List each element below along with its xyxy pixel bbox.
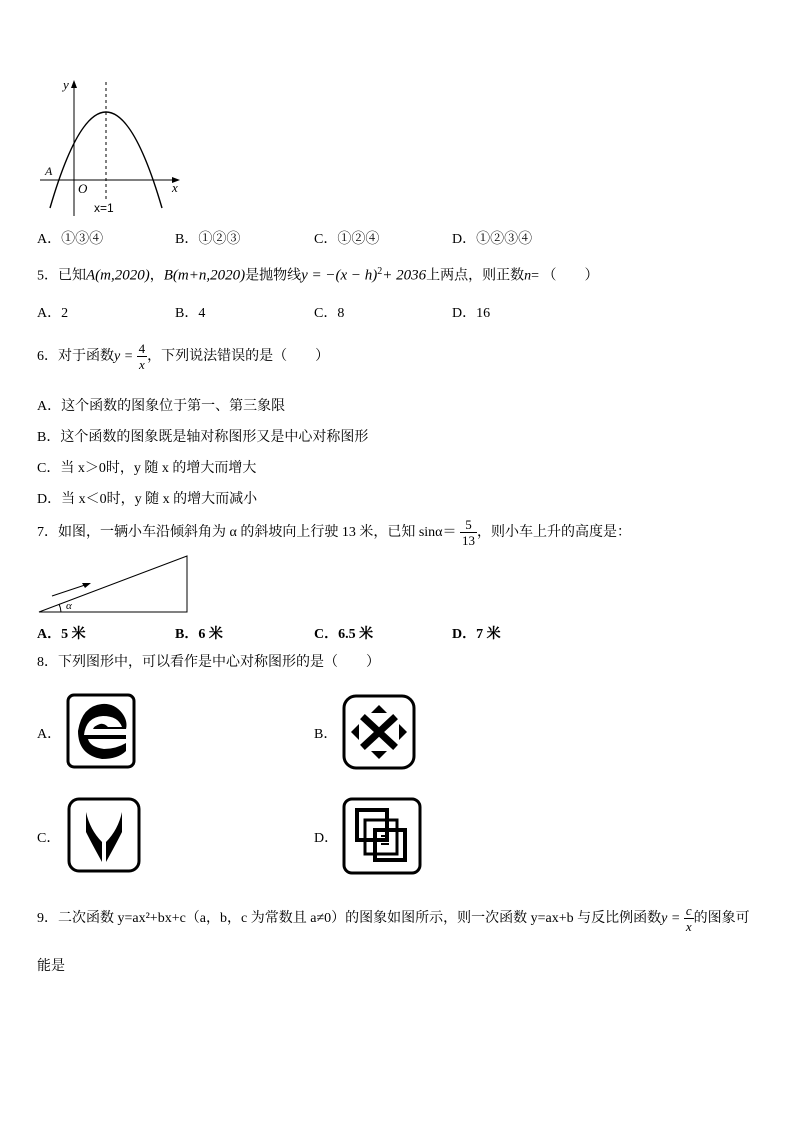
q7-fraction — [460, 517, 477, 548]
q5-mid: 是抛物线 — [245, 268, 302, 284]
q7-option-a[interactable]: A．5 米 — [37, 627, 86, 642]
q7-option-b[interactable]: B．6 米 — [175, 627, 223, 642]
q5-sep: ， — [149, 268, 164, 284]
q5-point-a: A(m,2020) — [86, 267, 150, 284]
q4-option-a[interactable]: A．①③④ — [37, 232, 104, 247]
angle-arc — [59, 604, 61, 612]
car-direction-arrow — [52, 584, 88, 596]
slope-triangle — [39, 556, 187, 612]
q6-option-b[interactable]: B．这个函数的图象既是轴对称图形又是中心对称图形 — [37, 430, 369, 445]
q5-blank: = （ ） — [531, 268, 599, 284]
q6-option-d[interactable]: D．当 x＜0时，y 随 x 的增大而减小 — [37, 492, 258, 507]
angle-label: α — [66, 600, 72, 612]
slope-figure — [36, 552, 192, 616]
q4-option-c[interactable]: C．①②④ — [314, 232, 380, 247]
q5-point-b: B(m+n,2020) — [163, 267, 246, 284]
q6-suffix: ，下列说法错误的是（ ） — [147, 349, 330, 364]
q7-numerator: 5 — [460, 517, 477, 533]
q4-option-b[interactable]: B．①②③ — [175, 232, 241, 247]
q6-stem — [37, 340, 329, 374]
q5-prefix: 5．已知 — [37, 268, 86, 284]
q5-option-c[interactable]: C．8 — [314, 306, 345, 321]
q6-prefix: 6．对于函数 — [37, 349, 114, 364]
q5-parabola: y = −(x − h) — [301, 267, 378, 284]
v-logo-icon[interactable] — [66, 796, 142, 874]
q9-prefix: 9．二次函数 y=ax²+bx+c（a，b，c 为常数且 a≠0）的图象如图所示，则一次函数 y=ax+b 与反比例函数 — [37, 911, 662, 926]
q6-denominator: x — [139, 357, 145, 373]
q6-option-a[interactable]: A．这个函数的图象位于第一、第三象限 — [37, 399, 286, 414]
q7-suffix: ，则小车上升的高度是： — [477, 525, 632, 540]
point-a-label: A — [45, 164, 53, 178]
parabola-graph — [36, 74, 186, 220]
q7-denominator: 13 — [462, 533, 476, 549]
q8-option-c-label[interactable]: C． — [37, 831, 61, 846]
q9-stem-line1 — [37, 902, 750, 936]
q9-numerator: c — [685, 903, 692, 919]
q5-option-b[interactable]: B．4 — [175, 306, 206, 321]
q6-numerator: 4 — [138, 341, 146, 357]
q7-option-d[interactable]: D．7 米 — [452, 627, 501, 642]
e-logo-icon[interactable] — [66, 693, 138, 771]
q6-fraction — [137, 341, 148, 372]
q7-prefix: 7．如图，一辆小车沿倾斜角为 α 的斜坡向上行驶 13 米，已知 sinα＝ — [37, 525, 457, 540]
q9-fraction — [684, 903, 694, 934]
q9-stem-line2: 能是 — [37, 959, 65, 974]
q5-parabola-tail: + 2036 — [382, 267, 427, 284]
q5-option-d[interactable]: D．16 — [452, 306, 491, 321]
q6-func-lhs: y = — [114, 349, 134, 364]
q8-option-b-label[interactable]: B． — [314, 727, 338, 742]
q9-func-lhs: y = — [661, 911, 681, 926]
q5-exponent: 2 — [377, 266, 383, 277]
q4-option-d[interactable]: D．①②③④ — [452, 232, 533, 247]
q8-option-d-label[interactable]: D． — [314, 831, 339, 846]
q5-suffix: 上两点，则正数 — [426, 268, 525, 284]
q8-stem: 8．下列图形中，可以看作是中心对称图形的是（ ） — [37, 655, 380, 670]
q5-stem — [37, 262, 599, 287]
q7-stem — [37, 516, 631, 550]
x-axis-label: x — [172, 180, 178, 195]
origin-label: O — [78, 181, 88, 196]
q9-suffix: 的图象可 — [693, 911, 750, 926]
q5-option-a[interactable]: A．2 — [37, 306, 69, 321]
q9-denominator: x — [685, 919, 692, 935]
q8-option-a-label[interactable]: A． — [37, 727, 62, 742]
symmetry-axis-label: x=1 — [94, 201, 114, 215]
x-cross-logo-icon[interactable] — [341, 693, 417, 771]
square-knot-logo-icon[interactable] — [341, 796, 423, 876]
y-axis-arrow — [71, 80, 77, 88]
q7-option-c[interactable]: C．6.5 米 — [314, 627, 374, 642]
q5-var: n — [524, 268, 532, 284]
q6-option-c[interactable]: C．当 x＞0时，y 随 x 的增大而增大 — [37, 461, 257, 476]
y-axis-label: y — [63, 77, 69, 92]
